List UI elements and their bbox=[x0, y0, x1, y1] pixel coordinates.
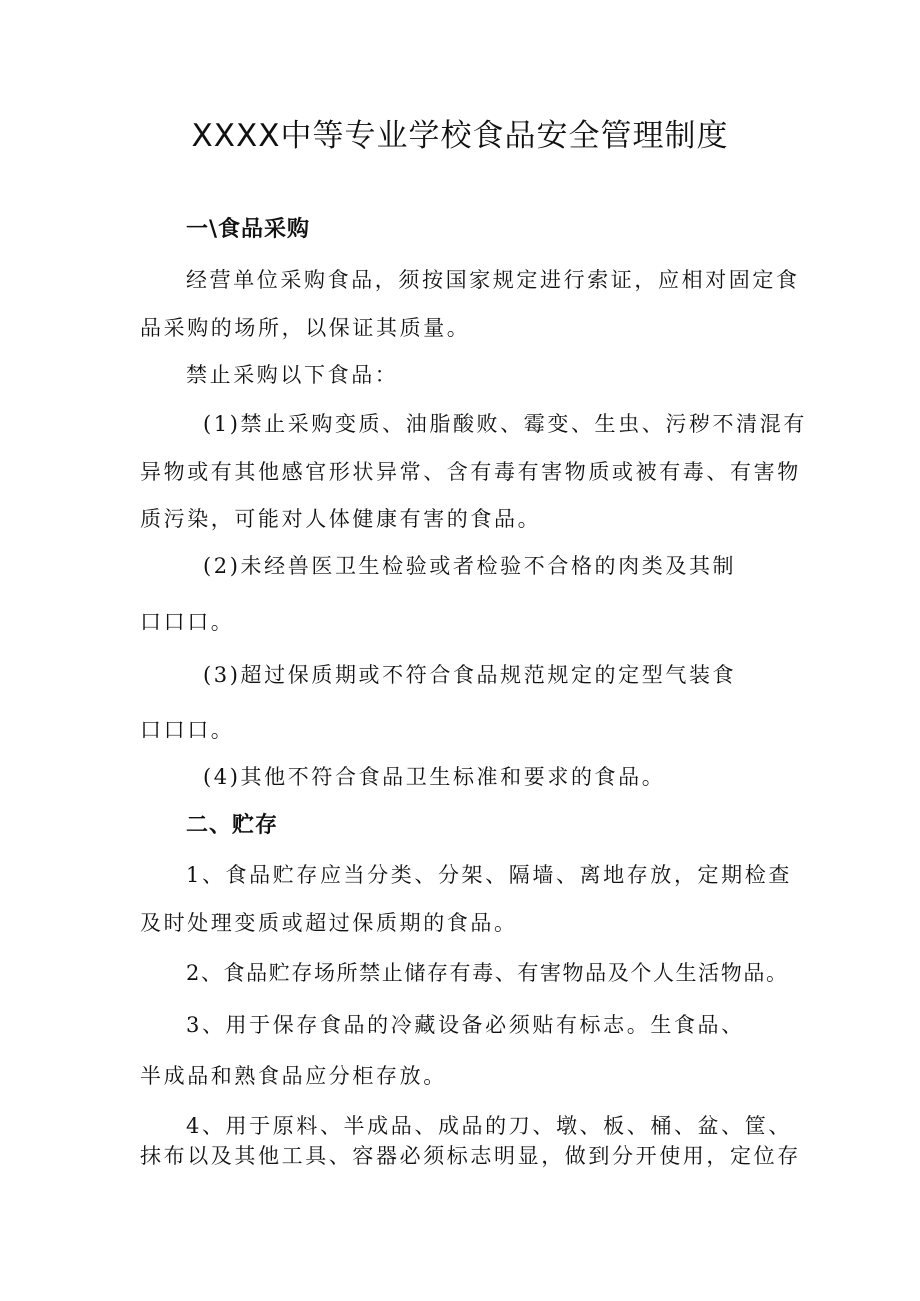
paragraph-line: 经营单位采购食品，须按国家规定进行索证，应相对固定食 bbox=[186, 268, 800, 292]
list-item-line: (1)禁止采购变质、油脂酸败、霉变、生虫、污秽不清混有 bbox=[203, 412, 807, 436]
paragraph-line: 及时处理变质或超过保质期的食品。 bbox=[140, 911, 518, 935]
section-heading-storage: 二、贮存 bbox=[186, 813, 279, 838]
list-item-line: 口口口。 bbox=[140, 610, 235, 634]
list-item-line: 口口口。 bbox=[140, 718, 235, 742]
paragraph-line: 1、食品贮存应当分类、分架、隔墙、离地存放，定期检查 bbox=[186, 863, 792, 887]
paragraph-line: 品采购的场所，以保证其质量。 bbox=[140, 316, 471, 340]
paragraph-line: 2、食品贮存场所禁止储存有毒、有害物品及个人生活物品。 bbox=[186, 961, 789, 985]
list-item-line: (2)未经兽医卫生检验或者检验不合格的肉类及其制 bbox=[203, 554, 737, 578]
paragraph-line: 禁止采购以下食品： bbox=[186, 363, 399, 387]
list-item-line: (4)其他不符合食品卫生标准和要求的食品。 bbox=[203, 765, 666, 789]
paragraph-line: 3、用于保存食品的冷藏设备必须贴有标志。生食品、 bbox=[186, 1013, 745, 1037]
paragraph-line: 4、用于原料、半成品、成品的刀、墩、板、桶、盆、筐、 bbox=[186, 1114, 792, 1138]
section-heading-procurement: 一\食品采购 bbox=[186, 217, 311, 242]
paragraph-line: 半成品和熟食品应分柜存放。 bbox=[140, 1064, 447, 1088]
list-item-line: (3)超过保质期或不符合食品规范规定的定型气装食 bbox=[203, 663, 737, 687]
list-item-line: 质污染，可能对人体健康有害的食品。 bbox=[140, 507, 542, 531]
list-item-line: 异物或有其他感官形状异常、含有毒有害物质或被有毒、有害物 bbox=[140, 460, 801, 484]
paragraph-line: 抹布以及其他工具、容器必须标志明显，做到分开使用，定位存 bbox=[140, 1144, 801, 1168]
document-title: XXXX中等专业学校食品安全管理制度 bbox=[191, 118, 729, 154]
